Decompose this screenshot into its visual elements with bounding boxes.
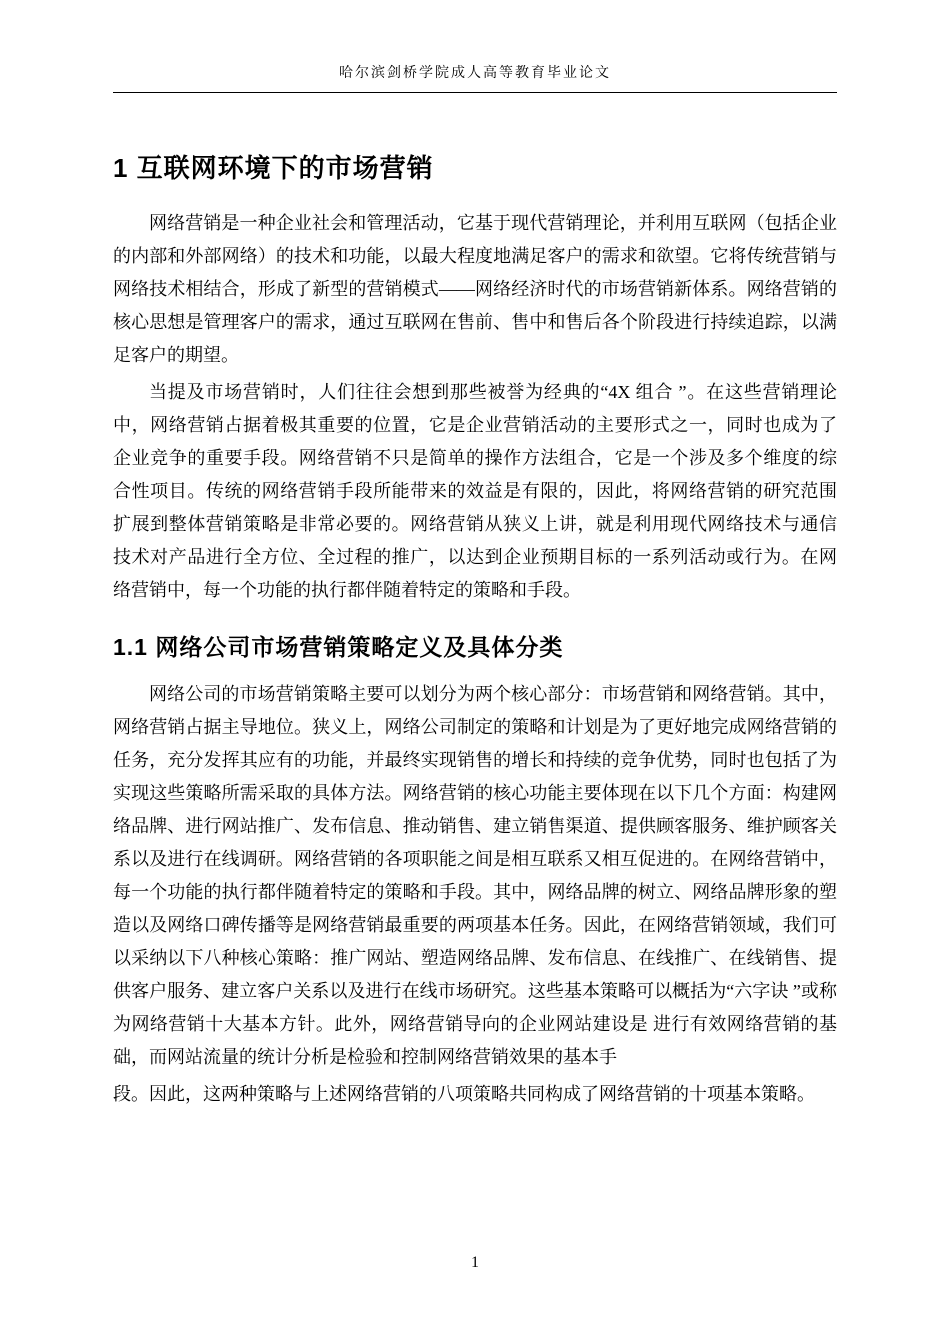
section-heading-1: 1 互联网环境下的市场营销 — [113, 153, 434, 183]
page-header — [113, 62, 837, 93]
document-body — [113, 148, 837, 1115]
page-number: 1 — [471, 1254, 479, 1271]
section-heading-1-1: 1.1 网络公司市场营销策略定义及具体分类 — [113, 634, 564, 660]
paragraph-3: 网络公司的市场营销策略主要可以划分为两个核心部分：市场营销和网络营销。其中，网络营销占据主导地位。狭义上，网络公司制定的策略和计划是为了更好地完成网络营销的任务，充分发挥其应有的功能，并最终实现销售的增长和持续的竞争优势，同时也包括了为实现这些策略所需采取的具体方法。网络营销的核心功能主要体现在以下几个方面：构建网络品牌、进行网站推广、发布信息、推动销售、建立销售渠道、提供顾客服务、维护顾客关系以及进行在线调研。网络营销的各项职能之间是相互联系又相互促进的。在网络营销中，每一个功能的执行都伴随着特定的策略和手段。其中，网络品牌的树立、网络品牌形象的塑造以及网络口碑传播等是网络营销最重要的两项基本任务。因此，在网络营销领域，我们可以采纳以下八种核心策略：推广网站、塑造网络品牌、发布信息、在线推广、在线销售、提供客户服务、建立客户关系以及进行在线市场研究。这些基本策略可以概括为“六字诀 ”或称为网络营销十大基本方针。此外，网络营销导向的企业网站建设是 进行有效网络营销的基础，而网站流量的统计分析是检验和控制网络营销效果的基本手 — [113, 684, 837, 1067]
header-title: 哈尔滨剑桥学院成人高等教育毕业论文 — [339, 66, 611, 81]
paragraph-1: 网络营销是一种企业社会和管理活动，它基于现代营销理论，并利用互联网（包括企业的内部和外部网络）的技术和功能，以最大程度地满足客户的需求和欲望。它将传统营销与网络技术相结合，形成了新型的营销模式——网络经济时代的市场营销新体系。网络营销的核心思想是管理客户的需求，通过互联网在售前、售中和售后各个阶段进行持续追踪，以满足客户的期望。 — [113, 213, 837, 365]
paragraph-4: 段。因此，这两种策略与上述网络营销的八项策略共同构成了网络营销的十项基本策略。 — [113, 1084, 815, 1104]
paragraph-2: 当提及市场营销时，人们往往会想到那些被誉为经典的“4X 组合 ”。在这些营销理论 中，网络营销占据着极其重要的位置，它是企业营销活动的主要形式之一，同时也成为了 企业竞争的重要手段。网络营销不只是简单的操作方法组合，它是一个涉及多个维度的综 合性项目。传统的网络营销手段所能带来的效益是有限的，因此，将网络营销的研究范围 扩展到整体营销策略是非常必要的。网络营销从狭义上讲，就是利用现代网络技术与通信 技术对产品进行全方位、全过程的推广，以达到企业预期目标的一系列活动或行为。在网 络营销中，每一个功能的执行都伴随着特定的策略和手段。 — [113, 382, 837, 600]
